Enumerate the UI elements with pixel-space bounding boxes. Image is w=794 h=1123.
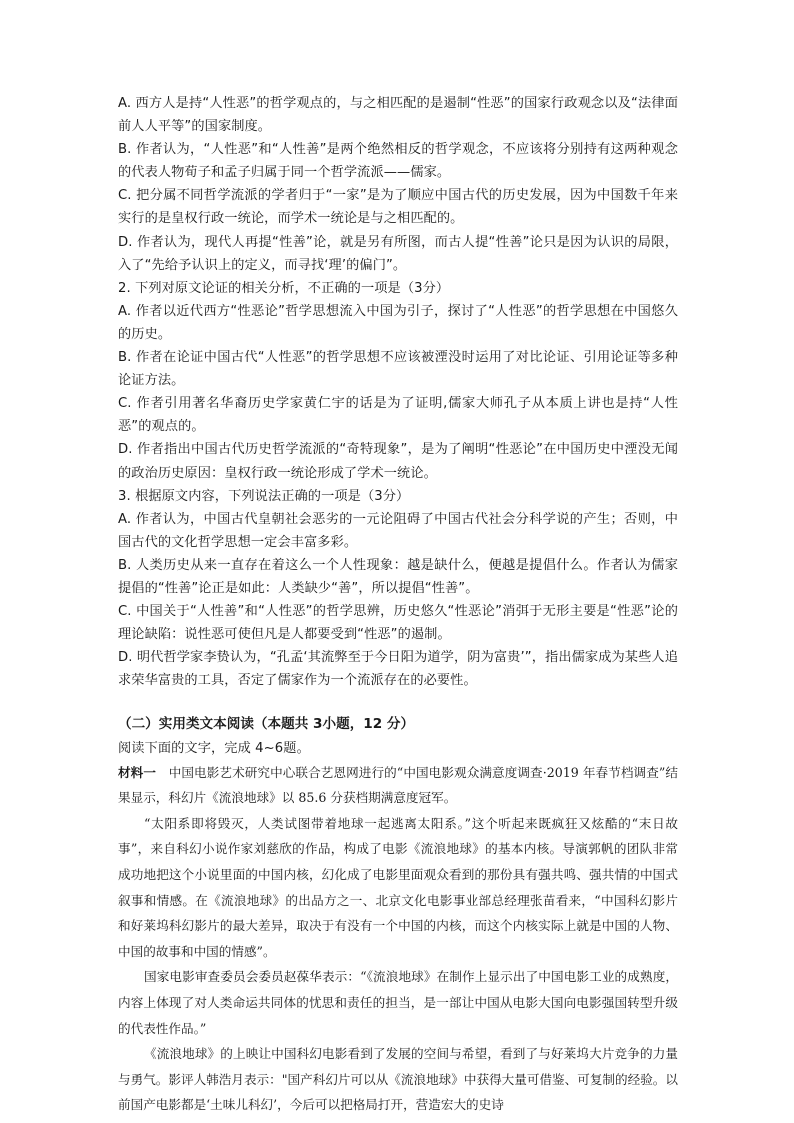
material-intro-text: 中国电影艺术研究中心联合艺恩网进行的“中国电影观众满意度调查·2019 年春节档调查”结果显示，科幻片《流浪地球》以 85.6 分获档期满意度冠军。 [118, 764, 679, 806]
q2-option-a: A. 作者以近代西方“性恶论”哲学思想流入中国为引子，探讨了“人性恶”的哲学思想在中国悠久的历史。 [118, 303, 678, 342]
q2-option-b: B. 作者在论证中国古代“人性恶”的哲学思想不应该被湮没时运用了对比论证、引用论证等多种论证方法。 [118, 350, 678, 389]
material-paragraph-1: “太阳系即将毁灭，人类试图带着地球一起逃离太阳系。”这个听起来既疯狂又炫酷的“末日故事”，来自科幻小说作家刘慈欣的作品，构成了电影《流浪地球》的基本内核。导演郭帆的团队非常成功地把这个小说里面的中国内核，幻化成了电影里面观众看到的那份具有强共鸣、强共情的中国式叙事和情感。在《流浪地球》的出品方之一、北京文化电影事业部总经理张苗看来，“中国科幻影片和好莱坞科幻影片的最大差异，取决于有没有一个中国的内核，而这个内核实际上就是中国的人物、中国的故事和中国的情感”。 [118, 815, 678, 959]
q3-option-c: C. 中国关于“人性善”和“人性恶”的哲学思辨，历史悠久“性恶论”消弭于无形主要是“性恶”论的理论缺陷：说性恶可使但凡是人都要受到“性恶”的遏制。 [118, 604, 678, 643]
document-page [118, 92, 678, 1118]
q3-option-a: A. 作者认为，中国古代皇朝社会恶劣的一元论阻碍了中国古代社会分科学说的产生；否则，中国古代的文化哲学思想一定会丰富多彩。 [118, 511, 678, 550]
q2-stem: 2. 下列对原文论证的相关分析，不正确的一项是（3分） [118, 280, 450, 296]
q3-stem: 3. 根据原文内容，下列说法正确的一项是（3分） [118, 488, 410, 504]
q3-option-b: B. 人类历史从来一直存在着这么一个人性现象：越是缺什么，便越是提倡什么。作者认为儒家提倡的“性善”论正是如此：人类缺少“善”，所以提倡“性善”。 [118, 557, 678, 596]
material-paragraph-2: 国家电影审查委员会委员赵葆华表示：“《流浪地球》在制作上显示出了中国电影工业的成熟度，内容上体现了对人类命运共同体的忧思和责任的担当，是一部让中国从电影大国向电影强国转型升级的代表性作品。” [118, 969, 678, 1036]
q1-option-a: A. 西方人是持“人性恶”的哲学观点的，与之相匹配的是遏制“性恶”的国家行政观念以及“法律面前人人平等”的国家制度。 [118, 96, 678, 135]
q2-option-d: D. 作者指出中国古代历史哲学流派的“奇特现象”，是为了阐明“性恶论”在中国历史中湮没无闻的政治历史原因：皇权行政一统论形成了学术一统论。 [118, 442, 678, 481]
q1-option-b: B. 作者认为，“人性恶”和“人性善”是两个绝然相反的哲学观念，不应该将分别持有这两种观念的代表人物荀子和孟子归属于同一个哲学流派——儒家。 [118, 142, 678, 181]
q1-option-c: C. 把分属不同哲学流派的学者归于“一家”是为了顺应中国古代的历史发展，因为中国数千年来实行的是皇权行政一统论，而学术一统论是与之相匹配的。 [118, 188, 678, 227]
q2-option-c: C. 作者引用著名华裔历史学家黄仁宇的话是为了证明,儒家大师孔子从本质上讲也是持“人性恶”的观点的。 [118, 396, 678, 435]
material-one-intro [118, 760, 678, 811]
material-paragraph-3: 《流浪地球》的上映让中国科幻电影看到了发展的空间与希望，看到了与好莱坞大片竞争的力量与勇气。影评人韩浩月表示："国产科幻片可以从《流浪地球》中获得大量可借鉴、可复制的经验。以前国产电影都是‘土味儿科幻’，今后可以把格局打开，营造宏大的史诗 [118, 1046, 678, 1113]
q1-option-d: D. 作者认为，现代人再提“性善”论，就是另有所图，而古人提“性善”论只是因为认识的局限，入了“先给予认识上的定义，而寻找‘理’的偏门”。 [118, 234, 678, 273]
section2-instruction: 阅读下面的文字，完成 4~6题。 [118, 740, 310, 756]
section-gap [118, 692, 678, 713]
q3-option-d: D. 明代哲学家李贽认为，“孔孟‘其流弊至于今日阳为道学，阴为富贵’”，指出儒家成为某些人追求荣华富贵的工具，否定了儒家作为一个流派存在的必要性。 [118, 650, 678, 689]
section2-heading: （二）实用类文本阅读（本题共 3小题，12 分） [118, 716, 415, 733]
material-label: 材料一 [118, 764, 157, 780]
